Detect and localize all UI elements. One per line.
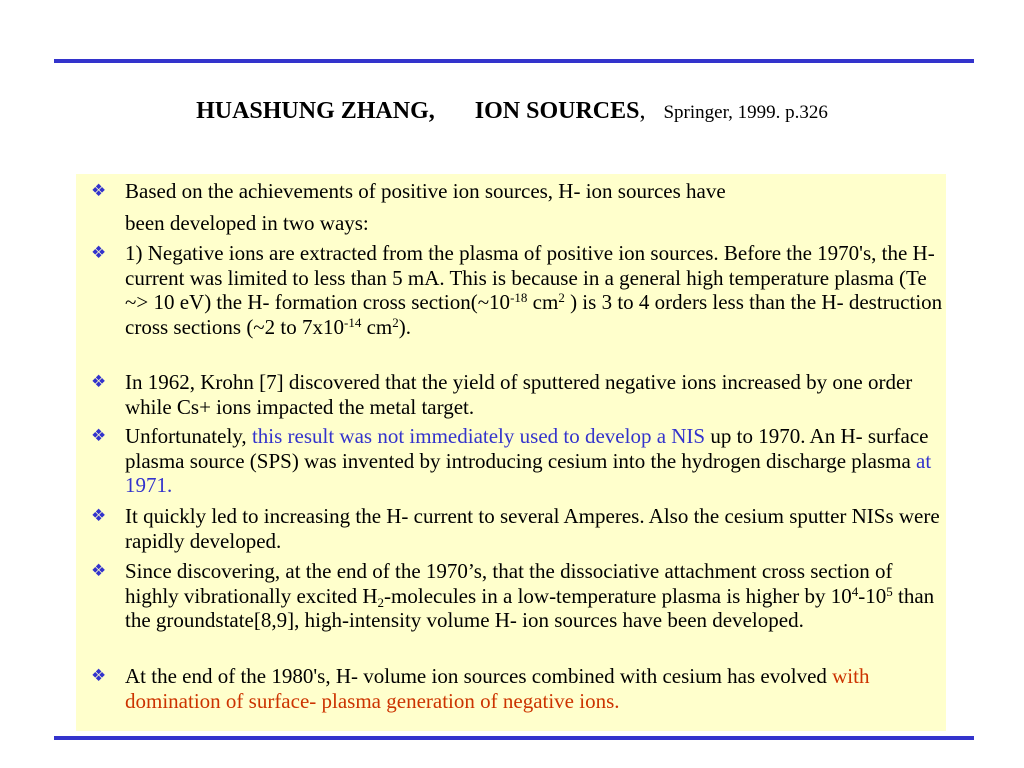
subscript: 2 — [377, 594, 385, 610]
bullet-line: Based on the achievements of positive ion sources, H- ion sources have — [125, 179, 726, 203]
title-publisher: Springer, 1999. p.326 — [663, 102, 828, 123]
text-run: 1) Negative ions are extracted from the plasma of positive ion sources. Before the 1970's, the H- current was limited to less than 5 mA. This is because in a general high temperature plasma (Te ~> 10 eV) the H- formation cross section(~10 — [125, 241, 935, 314]
diamond-bullet-icon: ❖ — [91, 666, 107, 686]
text-run: Unfortunately, — [125, 424, 252, 448]
bullet-text: In 1962, Krohn [7] discovered that the yield of sputtered negative ions increased by one order while Cs+ ions impacted the metal target. — [125, 370, 913, 419]
highlight-blue: this result was not immediately used to develop a NIS — [251, 424, 706, 448]
title-author: HUASHUNG ZHANG, — [196, 98, 435, 124]
diamond-bullet-icon: ❖ — [91, 181, 107, 201]
superscript: 5 — [886, 583, 893, 599]
bullet-line: been developed in two ways: — [125, 210, 369, 235]
bullet-text — [125, 664, 945, 713]
superscript: -14 — [344, 314, 362, 330]
slide-title — [0, 98, 1024, 125]
text-run: -molecules in a low-temperature plasma is higher by 10 — [384, 583, 852, 608]
diamond-bullet-icon: ❖ — [91, 561, 107, 581]
highlight-red: with domination of surface- plasma generation of negative ions — [125, 664, 870, 713]
text-run: cm — [361, 314, 393, 339]
title-comma: , — [639, 98, 646, 124]
bullet-text — [125, 424, 945, 498]
bottom-rule — [54, 736, 974, 740]
superscript: 4 — [851, 583, 859, 599]
superscript: -18 — [510, 290, 528, 305]
diamond-bullet-icon: ❖ — [91, 426, 107, 446]
highlight-red: . — [614, 688, 620, 713]
text-run: -10 — [858, 583, 887, 608]
bullet-text: It quickly led to increasing the H- current to several Amperes. Also the cesium sputter NISs were rapidly developed. — [125, 504, 940, 553]
superscript: 2 — [392, 314, 399, 330]
highlight-blue: at 1971. — [125, 448, 932, 497]
bullet-text — [125, 241, 945, 339]
text-run: ) is 3 to 4 orders less than the H- destruction cross sections (~2 to 7x10 — [125, 290, 943, 339]
text-run: up to 1970. An H- surface plasma source (SPS) was invented by introducing cesium into the hydrogen discharge plasma — [125, 424, 929, 473]
text-run: ). — [398, 314, 412, 339]
bullet-text — [125, 559, 945, 633]
diamond-bullet-icon: ❖ — [91, 243, 107, 263]
diamond-bullet-icon: ❖ — [91, 372, 107, 392]
top-rule — [54, 59, 974, 63]
diamond-bullet-icon: ❖ — [91, 506, 107, 526]
text-run: than the groundstate[8,9], high-intensity volume H- ion sources have been developed. — [125, 583, 935, 632]
superscript: 2 — [558, 290, 565, 305]
text-run: cm — [527, 290, 559, 314]
title-book: ION SOURCES — [474, 98, 640, 124]
content-panel — [76, 174, 946, 731]
text-run: At the end of the 1980's, H- volume ion sources combined with cesium has evolved — [125, 664, 833, 688]
text-run: Since discovering, at the end of the 1970’s, that the dissociative attachment cross section of highly vibrationally excited H — [125, 559, 893, 608]
bullet-text — [125, 179, 945, 235]
